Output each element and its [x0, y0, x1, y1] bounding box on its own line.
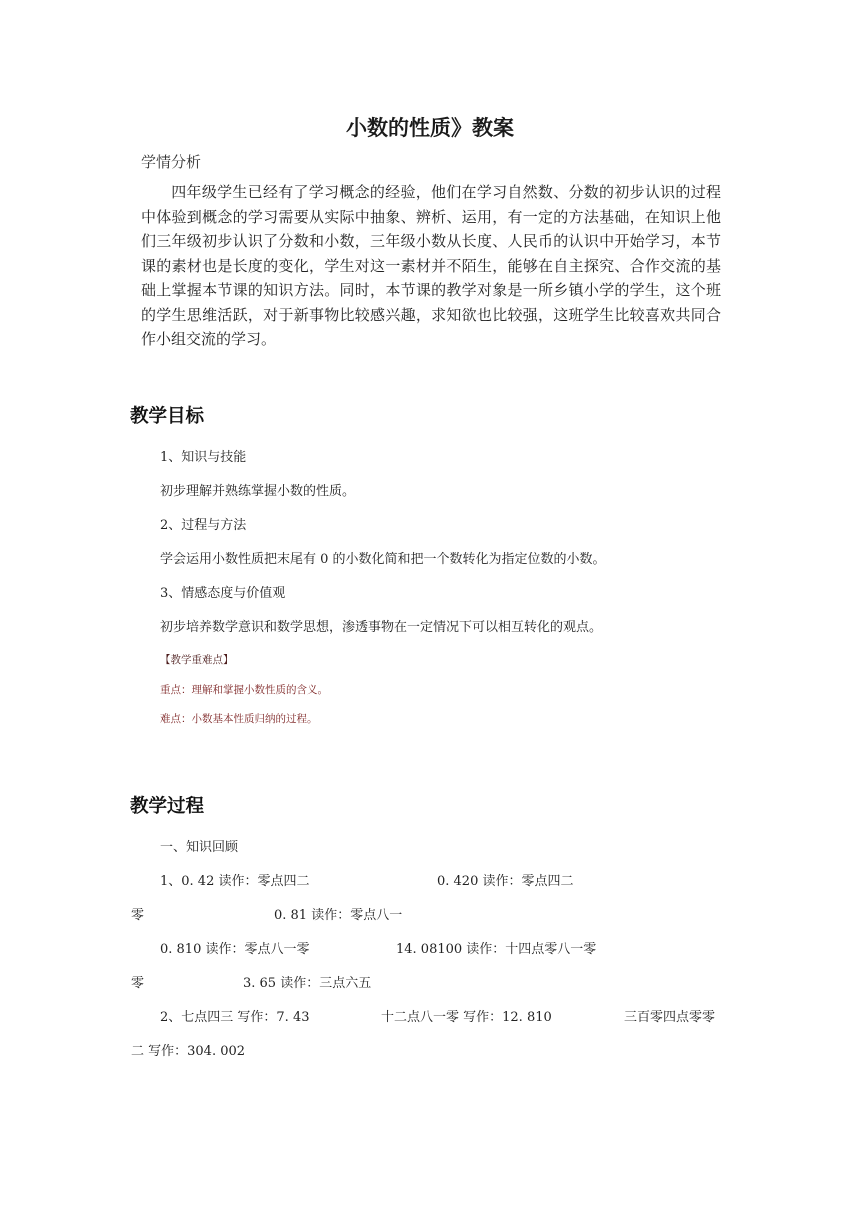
goal-item-5: 3、情感态度与价值观: [160, 586, 286, 601]
review-row1-a: 1、0. 42 读作：零点四二: [160, 874, 310, 889]
key-point-difficulty: 难点：小数基本性质归纳的过程。: [160, 713, 318, 725]
review-row2-b: 0. 81 读作：零点八一: [274, 908, 403, 923]
key-point-focus: 重点：理解和掌握小数性质的含义。: [160, 684, 328, 696]
analysis-paragraph: [141, 180, 721, 352]
review-row5-c: 三百零四点零零: [624, 1010, 716, 1025]
review-row1-b: 0. 420 读作：零点四二: [437, 874, 574, 889]
review-row4-a: 零: [131, 976, 145, 991]
review-row5-a: 2、七点四三 写作：7. 43: [160, 1010, 310, 1025]
goal-item-3: 2、过程与方法: [160, 518, 247, 533]
goals-heading: 教学目标: [130, 406, 205, 427]
analysis-heading: 学情分析: [141, 153, 202, 171]
goal-item-4: 学会运用小数性质把末尾有 0 的小数化简和把一个数转化为指定位数的小数。: [160, 552, 606, 567]
goal-item-2: 初步理解并熟练掌握小数的性质。: [160, 484, 356, 499]
goal-item-6: 初步培养数学意识和数学思想，渗透事物在一定情况下可以相互转化的观点。: [160, 620, 603, 635]
process-heading: 教学过程: [130, 796, 205, 817]
review-row4-b: 3. 65 读作：三点六五: [243, 976, 372, 991]
review-row2-a: 零: [131, 908, 145, 923]
key-points-label: 【教学重难点】: [160, 654, 234, 666]
goal-item-1: 1、知识与技能: [160, 450, 247, 465]
review-row3-a: 0. 810 读作：零点八一零: [160, 942, 310, 957]
review-row5-b: 十二点八一零 写作：12. 810: [381, 1010, 552, 1025]
review-row3-b: 14. 08100 读作：十四点零八一零: [396, 942, 597, 957]
review-section: 一、知识回顾: [160, 840, 239, 855]
review-row6-a: 二 写作：304. 002: [131, 1044, 246, 1059]
document-title: 小数的性质》教案: [346, 116, 514, 140]
analysis-paragraph-text: 四年级学生已经有了学习概念的经验，他们在学习自然数、分数的初步认识的过程中体验到概念的学习需要从实际中抽象、辨析、运用，有一定的方法基础，在知识上他们三年级初步认识了分数和小数，三年级小数从长度、人民币的认识中开始学习，本节课的素材也是长度的变化，学生对这一素材并不陌生，能够在自主探究、合作交流的基础上掌握本节课的知识方法。同时，本节课的教学对象是一所乡镇小学的学生，这个班的学生思维活跃，对于新事物比较感兴趣，求知欲也比较强，这班学生比较喜欢共同合作小组交流的学习。: [141, 183, 721, 348]
